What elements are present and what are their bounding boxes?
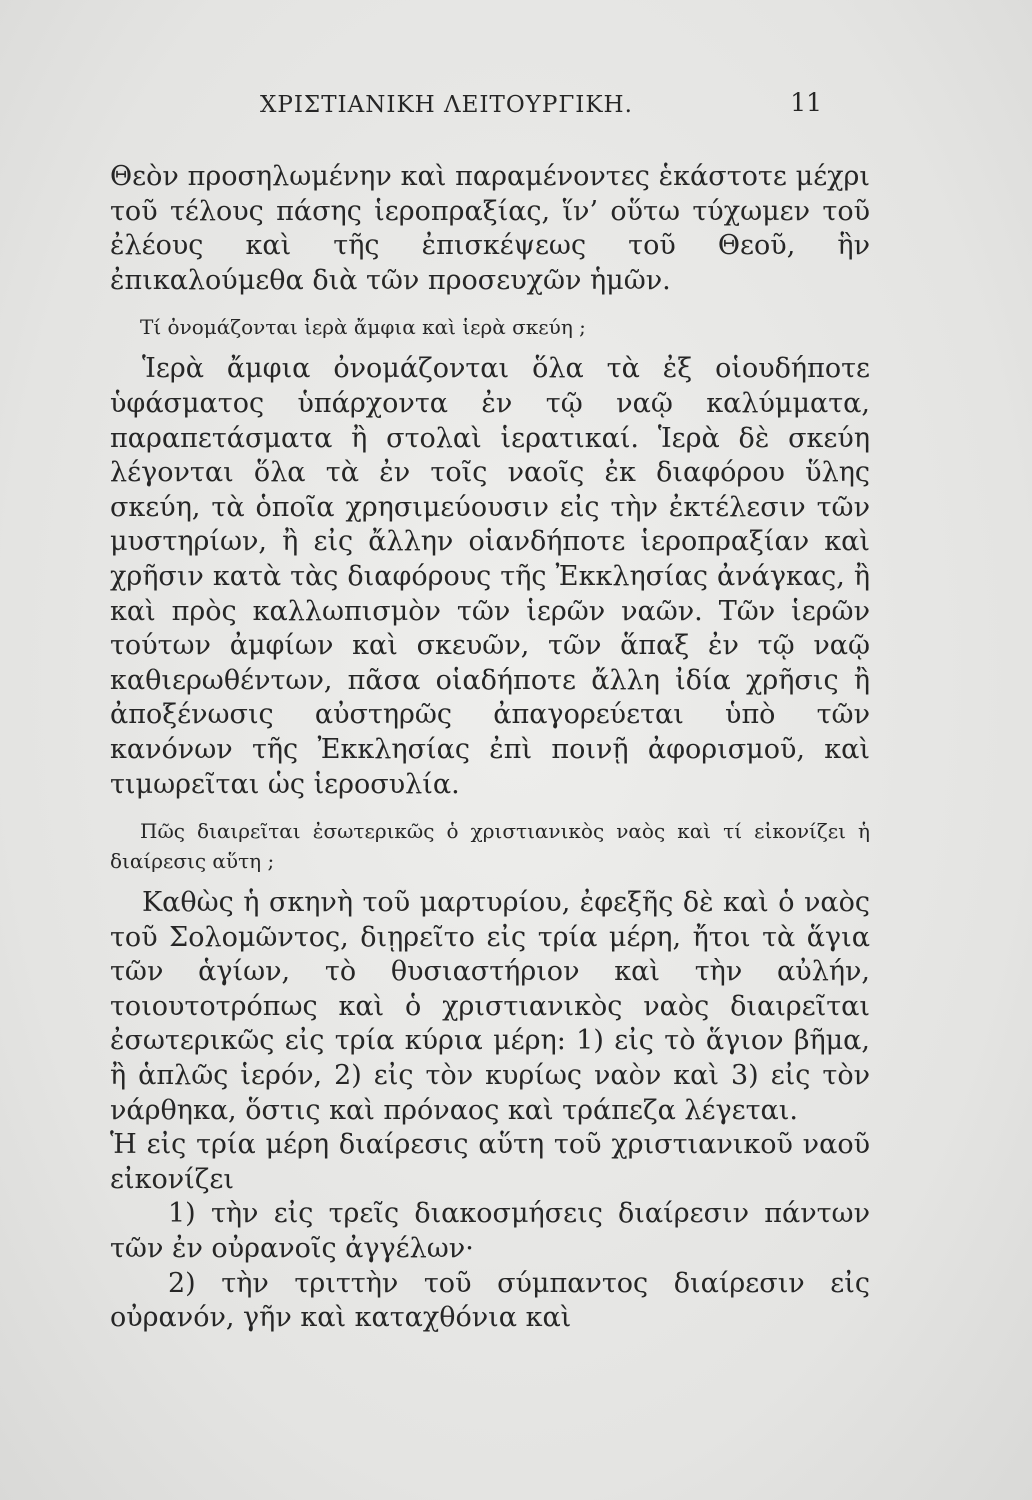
running-title: ΧΡΙΣΤΙΑΝΙΚΗ ΛΕΙΤΟΥΡΓΙΚΗ. [260,92,633,118]
body-text [110,160,870,1336]
paragraph-division: Καθὼς ἡ σκηνὴ τοῦ μαρτυρίου, ἐφεξῆς δὲ καὶ ὁ ναὸς τοῦ Σολομῶντος, διῃρεῖτο εἰς τρία μέρη, ἤτοι τὰ ἅγια τῶν ἁγίων, τὸ θυσιαστήριον καὶ τὴν αὐλήν, τοιουτοτρόπως καὶ ὁ χριστιανικὸς ναὸς διαιρεῖται ἐσωτερικῶς εἰς τρία κύρια μέρη: 1) εἰς τὸ ἅγιον βῆμα, ἢ ἁπλῶς ἱερόν, 2) εἰς τὸν κυρίως ναὸν καὶ 3) εἰς τὸν νάρθηκα, ὅστις καὶ πρόναος καὶ τράπεζα λέγεται. [110,887,870,1126]
page-header [140,88,840,128]
question-heading-division: Πῶς διαιρεῖται ἐσωτερικῶς ὁ χριστιανικὸς ναὸς καὶ τί εἰκονίζει ἡ διαίρεσις αὕτη ; [110,819,870,874]
list-item-universe: 2) τὴν τριττὴν τοῦ σύμπαντος διαίρεσιν εἰς οὐρανόν, γῆν καὶ καταχθόνια καὶ [110,1267,870,1334]
paragraph-vestments: Ἱερὰ ἄμφια ὀνομάζονται ὅλα τὰ ἐξ οἱουδήποτε ὑφάσματος ὑπάρχοντα ἐν τῷ ναῷ καλύμματα, παραπετάσματα ἢ στολαὶ ἱερατικαί. Ἱερὰ δὲ σκεύη λέγονται ὅλα τὰ ἐν τοῖς ναοῖς ἐκ διαφόρου ὕλης σκεύη, τὰ ὁποῖα χρησιμεύουσιν εἰς τὴν ἐκτέλεσιν τῶν μυστηρίων, ἢ εἰς ἄλλην οἱανδήποτε ἱεροπραξίαν καὶ χρῆσιν κατὰ τὰς διαφόρους τῆς Ἐκκλησίας ἀνάγκας, ἢ καὶ πρὸς καλλωπισμὸν τῶν ἱερῶν ναῶν. Τῶν ἱερῶν τούτων ἀμφίων καὶ σκευῶν, τῶν ἅπαξ ἐν τῷ ναῷ καθιερωθέντων, πᾶσα οἱαδήποτε ἄλλη ἰδία χρῆσις ἢ ἀποξένωσις αὐστηρῶς ἀπαγορεύεται ὑπὸ τῶν κανόνων τῆς Ἐκκλησίας ἐπὶ ποινῇ ἀφορισμοῦ, καὶ τιμωρεῖται ὡς ἱεροσυλία. [110,353,870,800]
paragraph-symbolism: Ἡ εἰς τρία μέρη διαίρεσις αὕτη τοῦ χριστιανικοῦ ναοῦ εἰκονίζει [110,1129,870,1195]
paragraph-continuation: Θεὸν προσηλωμένην καὶ παραμένοντες ἑκάστοτε μέχρι τοῦ τέλους πάσης ἱεροπραξίας, ἵν’ οὕτω τύχωμεν τοῦ ἐλέους καὶ τῆς ἐπισκέψεως τοῦ Θεοῦ, ἣν ἐπικαλούμεθα διὰ τῶν προσευχῶν ἡμῶν. [110,161,870,296]
question-heading-vestments: Τί ὀνομάζονται ἱερὰ ἄμφια καὶ ἱερὰ σκεύη ; [140,315,586,340]
list-item-angels: 1) τὴν εἰς τρεῖς διακοσμήσεις διαίρεσιν πάντων τῶν ἐν οὐρανοῖς ἀγγέλων· [110,1198,870,1265]
page-number: 11 [790,88,822,117]
